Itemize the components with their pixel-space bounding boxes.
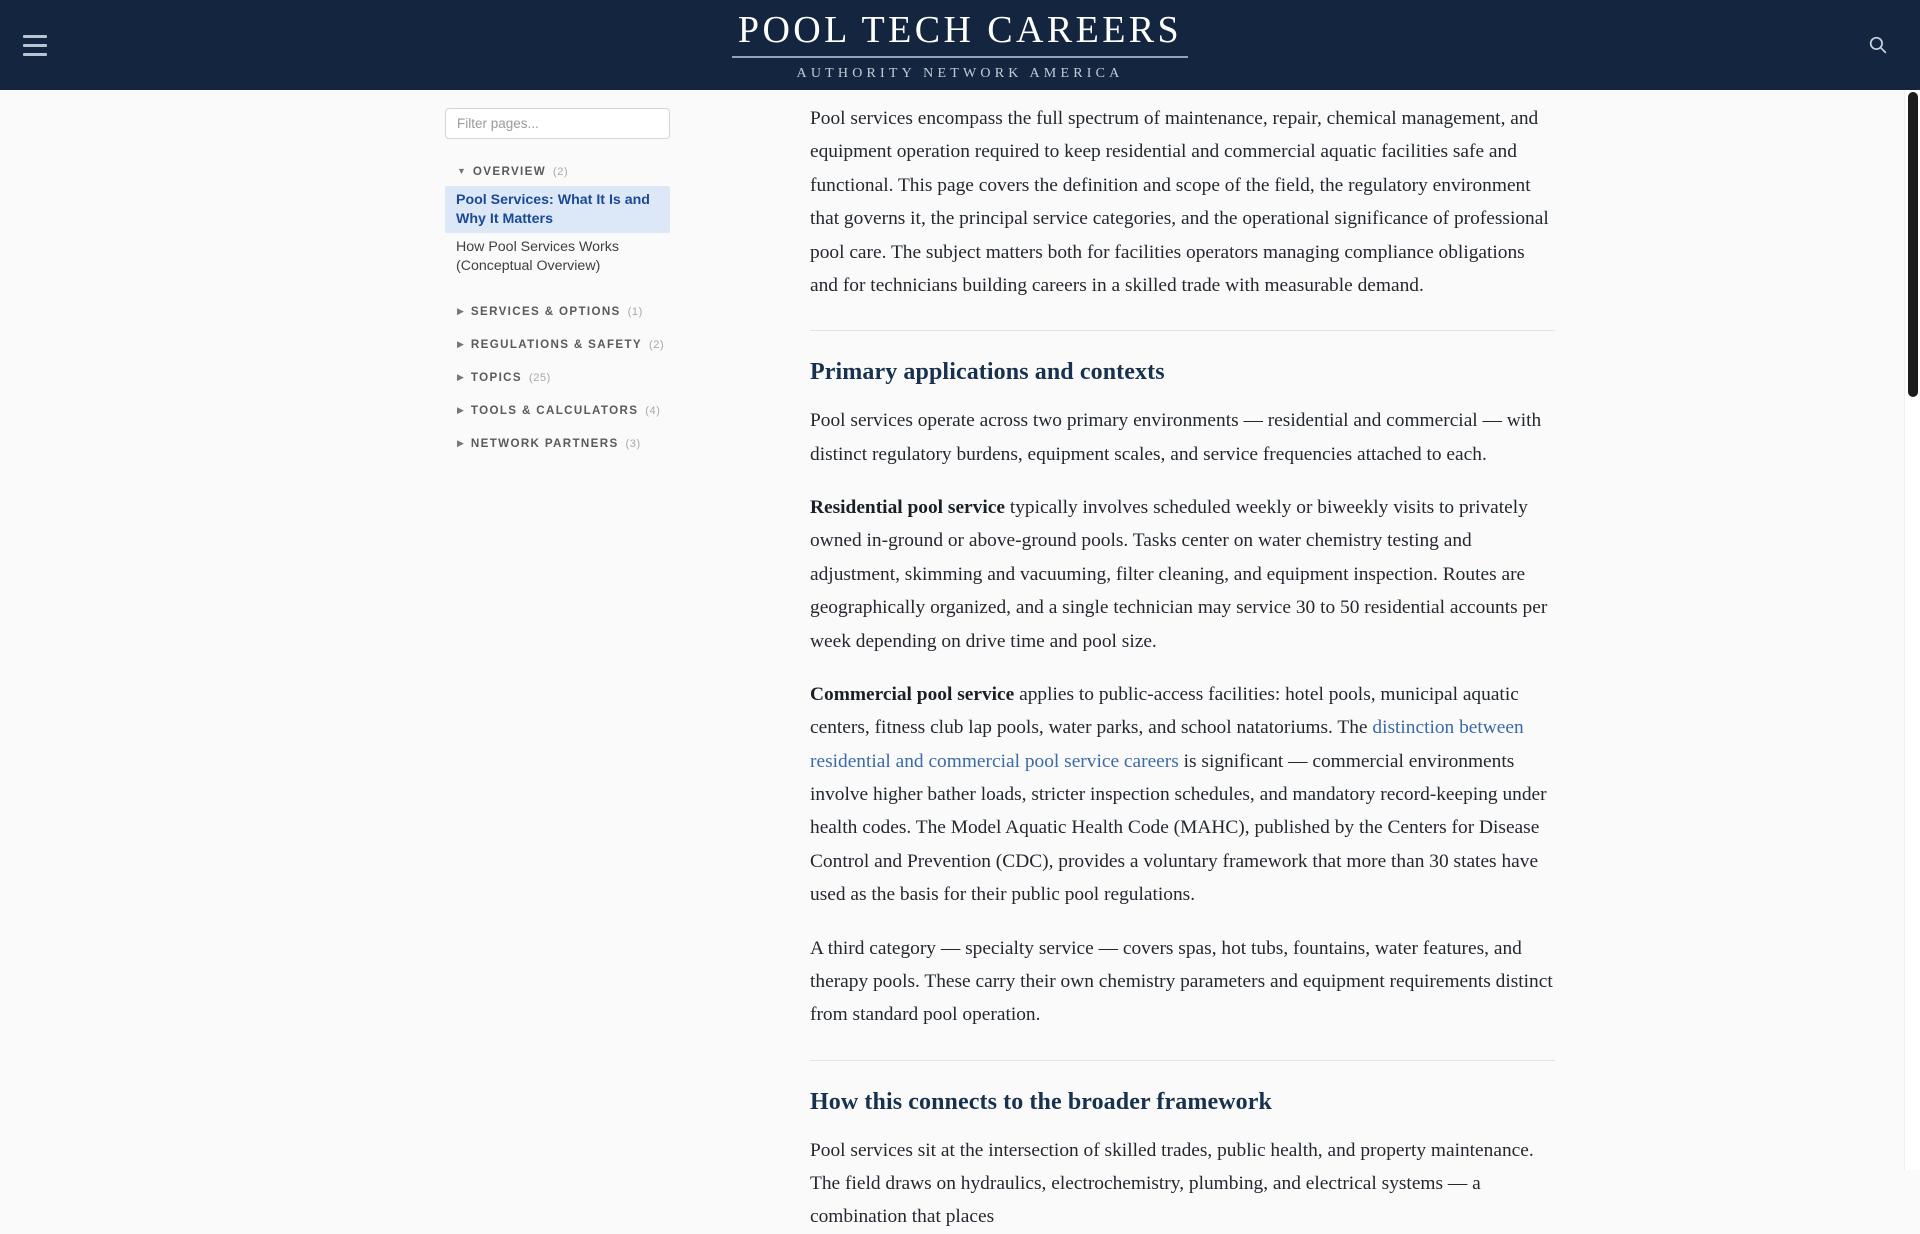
chevron-down-icon: ▼: [457, 166, 466, 176]
filter-pages-input[interactable]: [445, 108, 670, 139]
site-header: [0, 0, 1920, 90]
hamburger-menu-icon[interactable]: [12, 22, 58, 68]
site-tagline: AUTHORITY NETWORK AMERICA: [796, 66, 1124, 81]
nav-section-title: REGULATIONS & SAFETY: [470, 337, 642, 351]
residential-lead: Residential pool service: [810, 497, 1005, 518]
nav-section-header[interactable]: [445, 295, 670, 328]
hamburger-bar-3: [23, 53, 47, 56]
section-divider-2: [810, 1060, 1555, 1061]
nav-section-count: (2): [649, 338, 665, 351]
chevron-right-icon: ▶: [457, 305, 464, 316]
nav-section-services-options: [445, 295, 670, 328]
hamburger-bar-2: [23, 44, 47, 47]
nav-section-title: OVERVIEW: [472, 165, 546, 178]
nav-section-title: NETWORK PARTNERS: [470, 436, 619, 450]
section-divider-1: [810, 330, 1555, 331]
hamburger-bar-1: [23, 35, 47, 38]
nav-section-regulations-safety: [445, 328, 670, 361]
link-residential-vs-commercial-careers[interactable]: distinction between residential and commercial pool service careers: [810, 717, 1524, 772]
commercial-body-b: is significant — commercial environments involve higher bather loads, stricter inspection schedules, and mandatory record-keeping under health codes. The Model Aquatic Health Code (MAHC), published by the Centers for Disease Control and Prevention (CDC), provides a voluntary framework that more than 30 states have used as the basis for their public pool regulations.: [810, 750, 1547, 906]
main-content: [810, 90, 1555, 1228]
nav-section-overview: [445, 159, 670, 281]
chevron-right-icon: ▶: [457, 404, 464, 415]
nav-section-title: SERVICES & OPTIONS: [470, 304, 621, 318]
nav-section-network-partners: [445, 427, 670, 460]
sidebar-item-active[interactable]: Pool Services: What It Is and Why It Matters: [445, 186, 670, 233]
nav-section-count: (1): [627, 305, 643, 318]
paragraph-residential: [810, 491, 1555, 658]
search-glyph: [1868, 35, 1888, 55]
paragraph-broader-framework: Pool services sit at the intersection of skilled trades, public health, and property maintenance. The field draws on hydraulics, electrochemistry, plumbing, and electrical systems — a combination that places: [810, 1139, 1534, 1228]
page-scrollbar-thumb[interactable]: [1908, 92, 1918, 397]
nav-section-header[interactable]: [445, 394, 670, 427]
commercial-lead: Commercial pool service: [810, 683, 1015, 705]
page-body: [0, 90, 1920, 1228]
paragraph-specialty: A third category — specialty service — covers spas, hot tubs, fountains, water features, and therapy pools. These carry their own chemistry parameters and equipment requirements distinct from standard pool operation.: [810, 937, 1553, 1026]
sidebar: [445, 90, 670, 1080]
nav-section-title: TOOLS & CALCULATORS: [470, 403, 639, 417]
nav-section-title: TOPICS: [470, 370, 522, 384]
brand-block: [732, 11, 1188, 81]
chevron-right-icon: ▶: [457, 371, 464, 382]
nav-section-count: (3): [625, 437, 641, 450]
sidebar-nav: [445, 159, 670, 460]
nav-section-count: (2): [553, 166, 569, 178]
nav-section-header[interactable]: [445, 159, 670, 184]
sidebar-item[interactable]: How Pool Services Works (Conceptual Overview): [456, 239, 619, 275]
intro-paragraph: Pool services encompass the full spectrum of maintenance, repair, chemical management, and equipment operation required to keep residential and commercial aquatic facilities safe and functional. This page covers the definition and scope of the field, the regulatory environment that governs it, the principal service categories, and the operational significance of professional pool care. The subject matters both for facilities operators managing compliance obligations and for technicians building careers in a skilled trade with measurable demand.: [810, 108, 1549, 296]
nav-section-header[interactable]: [445, 427, 670, 460]
nav-link-list: [445, 186, 670, 281]
chevron-right-icon: ▶: [457, 338, 464, 349]
search-icon[interactable]: [1858, 25, 1898, 65]
site-title: POOL TECH CAREERS: [732, 11, 1188, 58]
paragraph-commercial: [810, 678, 1555, 912]
section-heading-primary-applications: Primary applications and contexts: [810, 359, 1165, 386]
section-heading-broader-framework: How this connects to the broader framework: [810, 1088, 1272, 1115]
page-scrollbar[interactable]: [1904, 90, 1920, 1170]
nav-section-count: (25): [528, 371, 551, 384]
commercial-body-a: applies to public-access facilities: hotel pools, municipal aquatic centers, fitness club lap pools, water parks, and school natatoriums. The: [810, 683, 1519, 739]
residential-body: typically involves scheduled weekly or biweekly visits to privately owned in-ground or above-ground pools. Tasks center on water chemistry testing and adjustment, skimming and vacuuming, filter cleaning, and equipment inspection. Routes are geographically organized, and a single technician may service 30 to 50 residential accounts per week depending on drive time and pool size.: [810, 497, 1548, 652]
nav-section-count: (4): [645, 404, 661, 417]
nav-section-header[interactable]: [445, 361, 670, 394]
paragraph-environments: Pool services operate across two primary environments — residential and commercial — with distinct regulatory burdens, equipment scales, and service frequencies attached to each.: [810, 410, 1542, 465]
nav-section-topics: [445, 361, 670, 394]
chevron-right-icon: ▶: [457, 437, 464, 448]
nav-section-header[interactable]: [445, 328, 670, 361]
nav-section-tools-calculators: [445, 394, 670, 427]
